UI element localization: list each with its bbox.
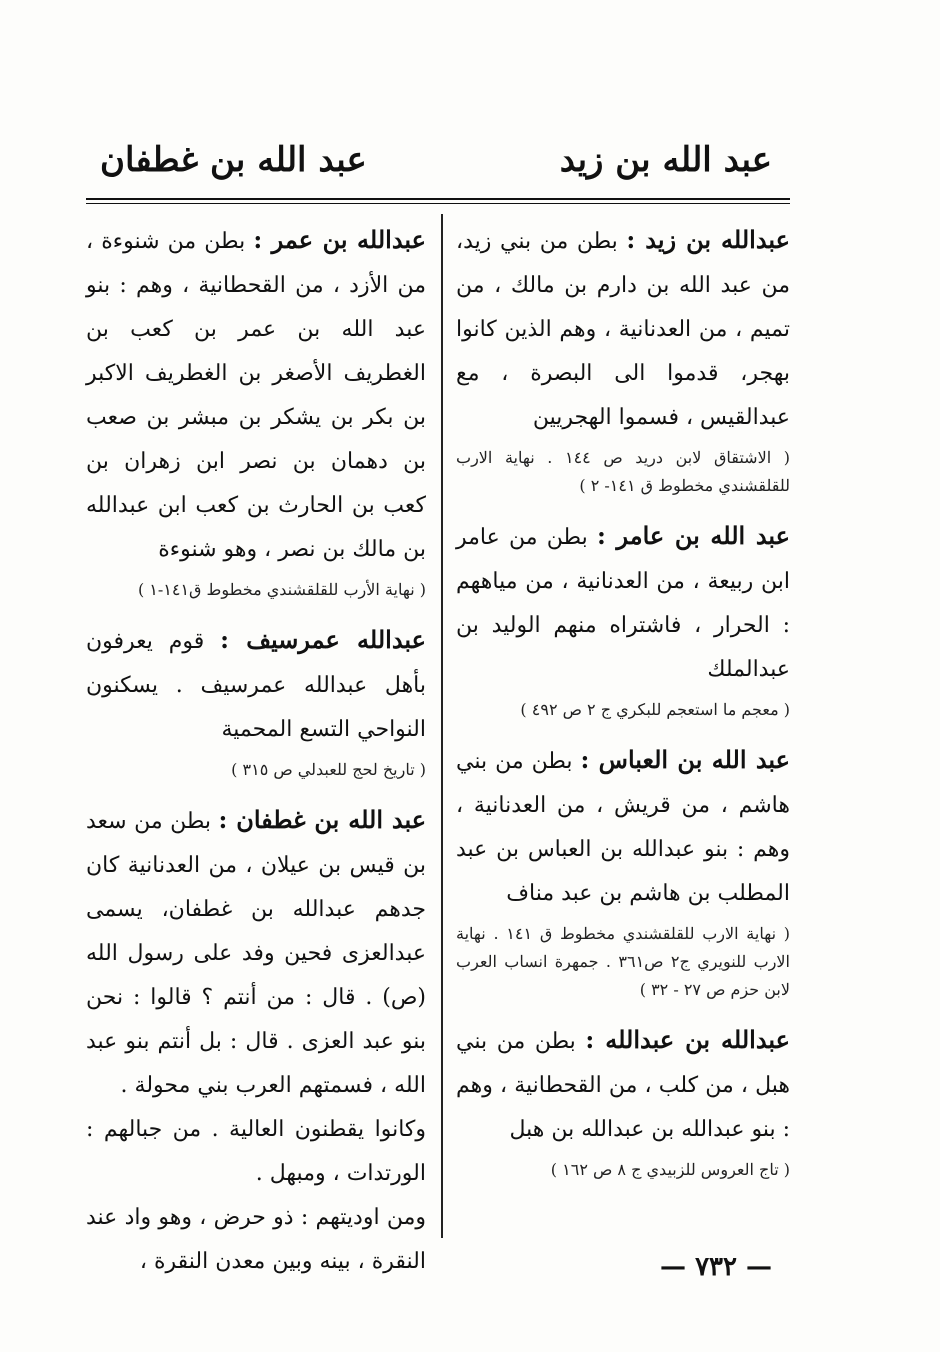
entry-source: ( الاشتقاق لابن دريد ص ١٤٤ . نهاية الارب للقلقشندي مخطوط ق ١٤١- ٢ ) (456, 448, 790, 495)
entry (456, 218, 790, 500)
entry-body (86, 218, 426, 572)
entry (86, 618, 426, 784)
entry-paragraph: ومن اوديتهم : ذو حرض ، وهو واد عند النقرة ، بينه وبين معدن النقرة ، (86, 1205, 426, 1274)
entry-body (86, 798, 426, 1108)
entry-text: بطن من بني هبل ، من كلب ، من القحطانية ، وهم : بنو عبدالله بن عبدالله بن هبل (456, 1029, 790, 1142)
header-rule-thin (86, 203, 790, 204)
entry-term: عبدالله عمرسيف : (220, 625, 426, 654)
entry-term: عبد الله بن العباس : (580, 745, 790, 774)
entry-term: عبدالله بن عبدالله : (585, 1025, 790, 1054)
entry-paragraph: وكانوا يقطنون العالية . من جبالهم : الورتدات ، ومبهل . (86, 1117, 426, 1186)
entry-body (456, 514, 790, 692)
entry-term: عبدالله بن زيد : (626, 225, 790, 254)
entry-term: عبدالله بن عمر : (253, 225, 426, 254)
entry-term: عبد الله بن غطفان : (218, 805, 427, 834)
entry-text: قوم يعرفون بأهل عبدالله عمرسيف . يسكنون النواحي التسع المحمية (86, 629, 426, 742)
entry (86, 218, 426, 604)
entry-term: عبد الله بن عامر : (597, 521, 790, 550)
header-rule (86, 198, 790, 200)
running-header-left: عبد الله بن غطفان (100, 140, 367, 180)
entry-body (456, 218, 790, 440)
entry (456, 1018, 790, 1184)
entry-body (456, 1018, 790, 1152)
entry-text: بطن من شنوءة ، من الأزد ، من القحطانية ، وهم : بنو عبد الله بن عمر بن كعب بن الغطريف الأصغر بن الغطريف الاكبر بن بكر بن يشكر بن مبشر بن صعب بن دهمان بن نصر ابن زهران بن كعب بن الحارث بن كعب ابن عبدالله بن مالك بن نصر ، وهو شنوءة (86, 229, 426, 562)
entry-body (456, 738, 790, 916)
entry-text: بطن من سعد بن قيس بن عيلان ، من العدنانية كان جدهم عبدالله بن غطفان، يسمى عبدالعزى فحين وفد على رسول الله (ص) . قال : من أنتم ؟ قالوا : نحن بنو عبد العزى . قال : بل أنتم بنو عبد الله ، فسمتهم العرب بني محولة . (86, 809, 426, 1098)
entry (456, 514, 790, 724)
entry-text: بطن من بني هاشم ، من قريش ، من العدنانية ، وهم : بنو عبدالله بن العباس بن عبد المطلب بن هاشم بن عبد مناف (456, 749, 790, 906)
entry-source: ( تاج العروس للزبيدي ج ٨ ص ١٦٢ ) (550, 1160, 790, 1179)
entry-text: بطن من بني زيد، من عبد الله بن دارم بن مالك ، من تميم ، من العدنانية ، وهم الذين كانوا بهجر، قدموا الى البصرة ، مع عبدالقيس ، فسموا الهجريين (456, 229, 790, 430)
entry-body (86, 618, 426, 752)
left-column (86, 218, 426, 1284)
entry (86, 798, 426, 1284)
entry (456, 738, 790, 1004)
page-number: — ٧٣٢ — (660, 1252, 773, 1282)
column-divider (441, 214, 443, 1238)
entry-source: ( نهاية الارب للقلقشندي مخطوط ق ١٤١ . نهاية الارب للنويري ج٢ ص٣٦١ . جمهرة انساب العرب لابن حزم ص ٢٧ - ٣٢ ) (456, 924, 790, 999)
entry-text: بطن من عامر ابن ربيعة ، من العدنانية ، من مياههم : الحرار ، فاشتراه منهم الوليد بن عبدالملك (456, 525, 790, 682)
right-column (456, 218, 790, 1198)
entry-source: ( معجم ما استعجم للبكري ج ٢ ص ٤٩٢ ) (520, 700, 790, 719)
running-header-right: عبد الله بن زيد (559, 140, 772, 180)
entry-source: ( تاريخ لحج للعبدلي ص ٣١٥ ) (231, 760, 426, 779)
entry-source: ( نهاية الأرب للقلقشندي مخطوط ق١٤١-١ ) (137, 580, 426, 599)
